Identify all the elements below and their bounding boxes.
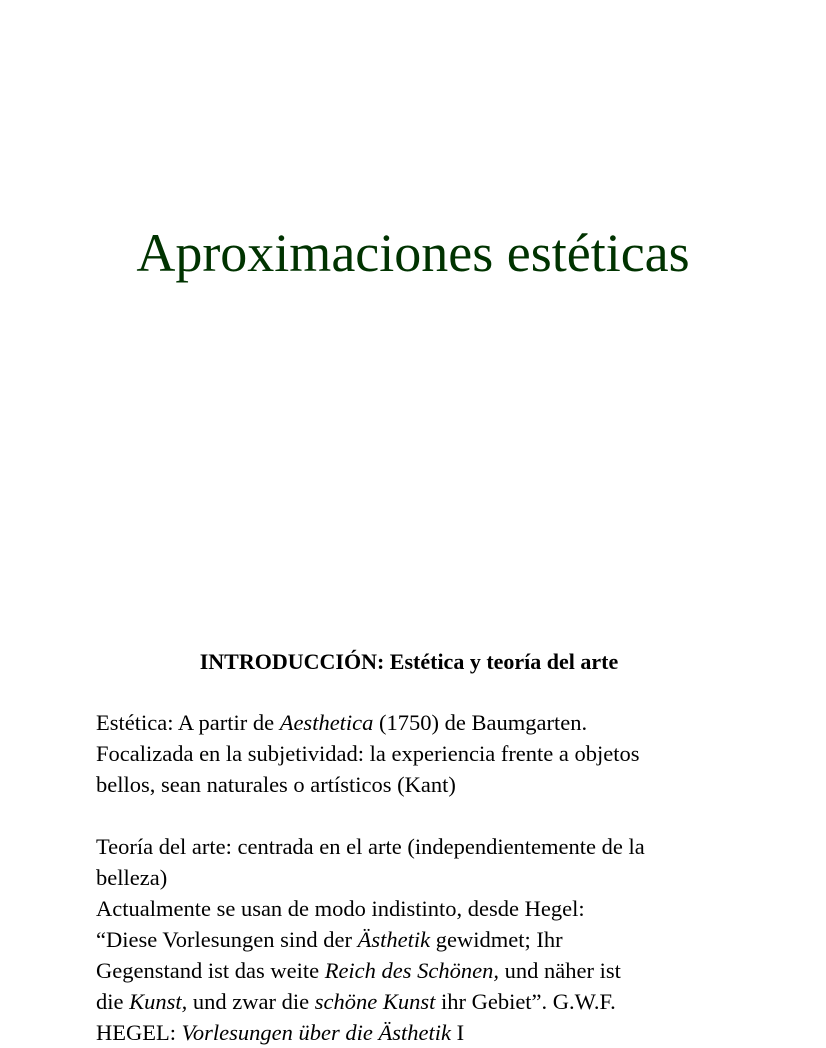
text-run: “Diese Vorlesungen sind der (96, 927, 358, 952)
text-run: HEGEL: (96, 1020, 182, 1045)
citation-line (96, 1017, 768, 1048)
text-run: die (96, 989, 130, 1014)
text-run: Estética: A partir de (96, 710, 280, 735)
quote-line-3 (96, 986, 768, 1017)
estetica-line-1 (96, 707, 768, 738)
teoria-line-1: Teoría del arte: centrada en el arte (independientemente de la (96, 834, 645, 859)
work-title-vorlesungen: Vorlesungen über die Ästhetik (181, 1020, 451, 1045)
text-run: I (450, 1020, 465, 1045)
text-run: ihr Gebiet”. G.W.F. (435, 989, 616, 1014)
text-run: gewidmet; Ihr (430, 927, 563, 952)
slide-title: Aproximaciones estéticas (136, 223, 690, 283)
term-asthetik: Ästhetik (357, 927, 431, 952)
term-kunst: Kunst, (129, 989, 188, 1014)
section-heading: INTRODUCCIÓN: Estética y teoría del arte (199, 649, 619, 674)
quote-line-2 (96, 955, 768, 986)
term-schone-kunst: schöne Kunst (314, 989, 436, 1014)
text-run: und näher ist (499, 958, 621, 983)
text-run: Gegenstand ist das weite (96, 958, 325, 983)
term-reich-des-schonen: Reich des Schönen, (324, 958, 500, 983)
teoria-line-2: belleza) (96, 865, 168, 890)
text-run: (1750) de Baumgarten. (373, 710, 588, 735)
paragraph-spacer (96, 800, 768, 831)
quote-line-1 (96, 924, 768, 955)
teoria-line-3: Actualmente se usan de modo indistinto, desde Hegel: (96, 896, 585, 921)
estetica-line-2: Focalizada en la subjetividad: la experiencia frente a objetos (96, 741, 640, 766)
text-run: und zwar die (187, 989, 315, 1014)
body-text (96, 707, 768, 1048)
work-title-aesthetica: Aesthetica (279, 710, 374, 735)
estetica-line-3: bellos, sean naturales o artísticos (Kant) (96, 772, 456, 797)
